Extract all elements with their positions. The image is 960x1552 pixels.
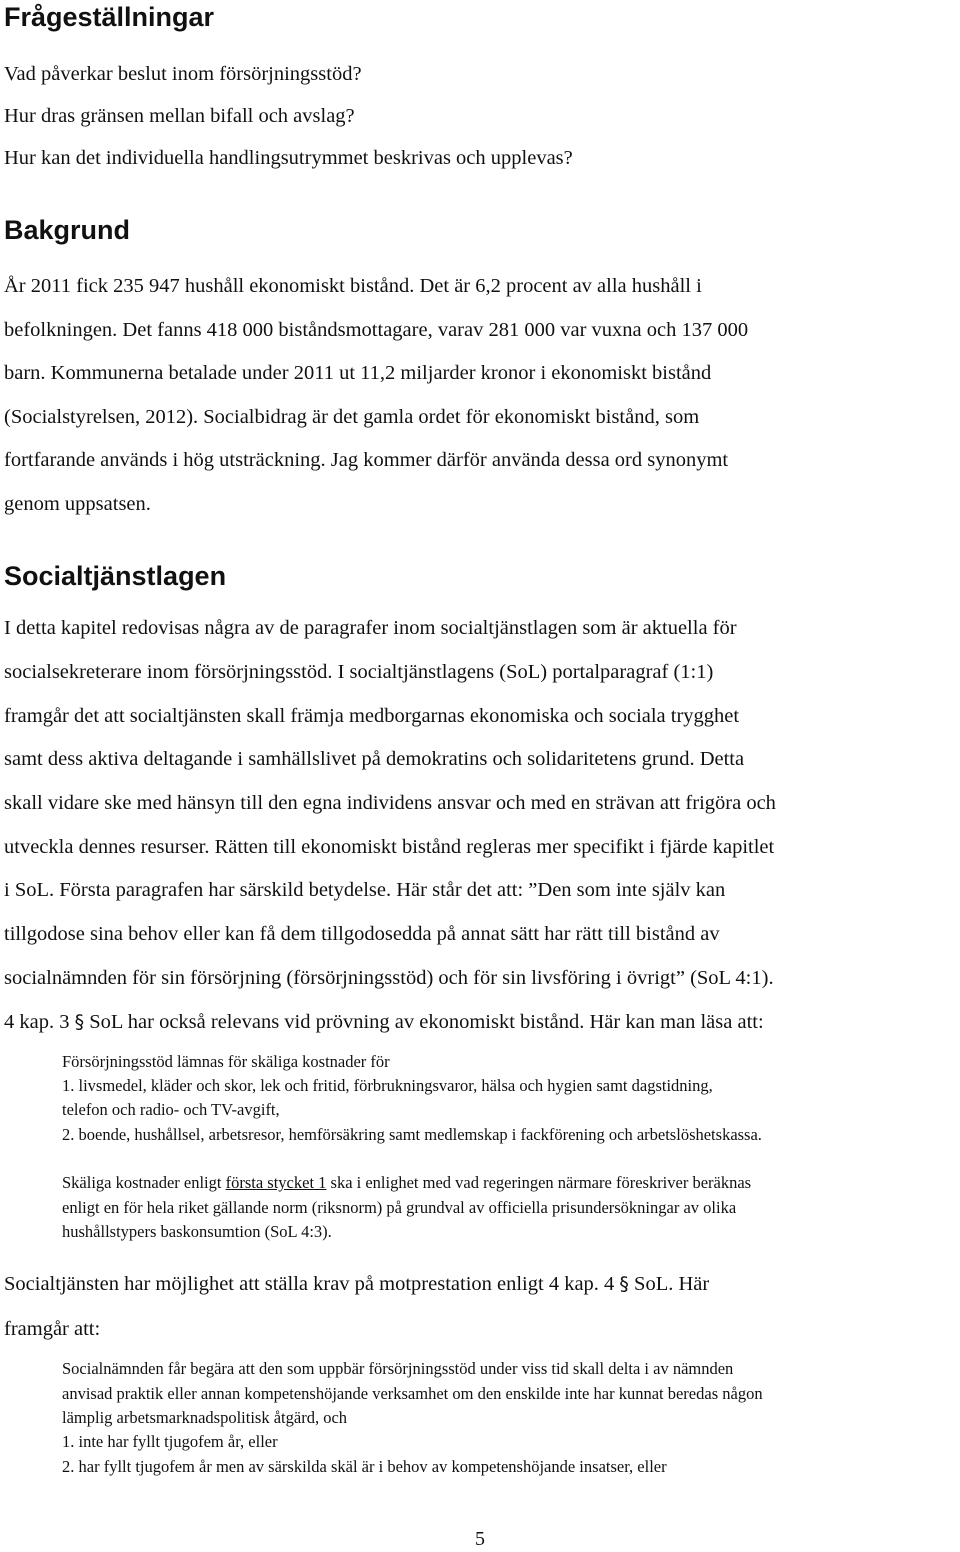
sol-line-2: socialsekreterare inom försörjningsstöd. I socialtjänstlagens (SoL) portalparagraf (1:1) (4, 661, 714, 683)
quote3-line-5: 2. har fyllt tjugofem år men av särskilda skäl är i behov av kompetenshöjande insatser, eller (62, 1457, 667, 1476)
bakgrund-line-6: genom uppsatsen. (4, 493, 151, 515)
heading-bakgrund: Bakgrund (4, 215, 131, 245)
sol-line-9: socialnämnden för sin försörjning (försörjningsstöd) och för sin livsföring i övrigt” (SoL 4:1). (4, 967, 774, 989)
heading-fragestallningar: Frågeställningar (4, 2, 215, 32)
quote2-pre: Skäliga kostnader enligt (62, 1173, 226, 1192)
law-text-part2: SoL har också relevans vid prövning av ekonomiskt bistånd. Här kan man läsa att: (84, 1011, 764, 1033)
quote3-line-4: 1. inte har fyllt tjugofem år, eller (62, 1432, 278, 1451)
sol-line-6: utveckla dennes resurser. Rätten till ekonomiskt bistånd regleras mer specifikt i fjärde kapitlet (4, 836, 775, 858)
sol-line-4: samt dess aktiva deltagande i samhällslivet på demokratins och solidaritetens grund. Detta (4, 748, 745, 770)
motprestation-part2: SoL. Här (628, 1273, 710, 1295)
quote1-line-2: 1. livsmedel, kläder och skor, lek och fritid, förbrukningsvaror, hälsa och hygien samt dagstidning, (62, 1076, 713, 1095)
quote2-line-3: hushållstypers baskonsumtion (SoL 4:3). (62, 1222, 332, 1241)
motprestation-line-2: framgår att: (4, 1318, 101, 1340)
bakgrund-line-4: (Socialstyrelsen, 2012). Socialbidrag är det gamla ordet för ekonomiskt bistånd, som (4, 406, 700, 428)
sol-line-1: I detta kapitel redovisas några av de paragrafer inom socialtjänstlagen som är aktuella för (4, 617, 737, 639)
quote1-line-1: Försörjningsstöd lämnas för skäliga kostnader för (62, 1052, 390, 1071)
sol-line-8: tillgodose sina behov eller kan få dem tillgodosedda på annat sätt har rätt till bistånd av (4, 923, 720, 945)
bakgrund-line-5: fortfarande används i hög utsträckning. Jag kommer därför använda dessa ord synonymt (4, 449, 729, 471)
quote1-line-3: telefon och radio- och TV-avgift, (62, 1100, 280, 1119)
section-symbol-2: § (619, 1273, 629, 1295)
quote3-line-2: anvisad praktik eller annan kompetenshöjande verksamhet om den enskilde inte har kunnat beredas någon (62, 1384, 763, 1403)
quote3-line-3: lämplig arbetsmarknadspolitisk åtgärd, och (62, 1408, 348, 1427)
quote2-line-2: enligt en för hela riket gällande norm (riksnorm) på grundval av officiella prisundersökningar av olika (62, 1198, 737, 1217)
sol-law-line (4, 1009, 764, 1035)
question-2: Hur dras gränsen mellan bifall och avslag? (4, 105, 355, 127)
quote1-line-4: 2. boende, hushållsel, arbetsresor, hemförsäkring samt medlemskap i fackförening och arbetslöshetskassa. (62, 1125, 762, 1144)
bakgrund-line-2: befolkningen. Det fanns 418 000 biståndsmottagare, varav 281 000 var vuxna och 137 000 (4, 319, 749, 341)
quote2-post: ska i enlighet med vad regeringen närmare föreskriver beräknas (326, 1173, 752, 1192)
heading-socialtjanstlagen: Socialtjänstlagen (4, 561, 227, 591)
question-1: Vad påverkar beslut inom försörjningsstöd? (4, 63, 362, 85)
sol-line-7: i SoL. Första paragrafen har särskild betydelse. Här står det att: ”Den som inte själv kan (4, 879, 726, 901)
bakgrund-line-3: barn. Kommunerna betalade under 2011 ut 11,2 miljarder kronor i ekonomiskt bistånd (4, 362, 712, 384)
section-symbol: § (74, 1011, 85, 1033)
question-3: Hur kan det individuella handlingsutrymmet beskrivas och upplevas? (4, 147, 573, 169)
quote2-line-1 (62, 1172, 751, 1194)
bakgrund-line-1: År 2011 fick 235 947 hushåll ekonomiskt bistånd. Det är 6,2 procent av alla hushåll i (4, 275, 702, 297)
sol-line-5: skall vidare ske med hänsyn till den egna individens ansvar och med en strävan att frigöra och (4, 792, 776, 814)
quote3-line-1: Socialnämnden får begära att den som uppbär försörjningsstöd under viss tid skall delta i av nämnden (62, 1359, 734, 1378)
law-text-part1: 4 kap. 3 (4, 1011, 75, 1033)
motprestation-part1: Socialtjänsten har möjlighet att ställa krav på motprestation enligt 4 kap. 4 (4, 1273, 620, 1295)
page-number: 5 (475, 1528, 485, 1550)
forsta-stycket-link[interactable]: första stycket 1 (225, 1173, 327, 1192)
sol-line-3: framgår det att socialtjänsten skall främja medborgarnas ekonomiska och sociala trygghet (4, 705, 740, 727)
motprestation-line-1 (4, 1271, 709, 1297)
